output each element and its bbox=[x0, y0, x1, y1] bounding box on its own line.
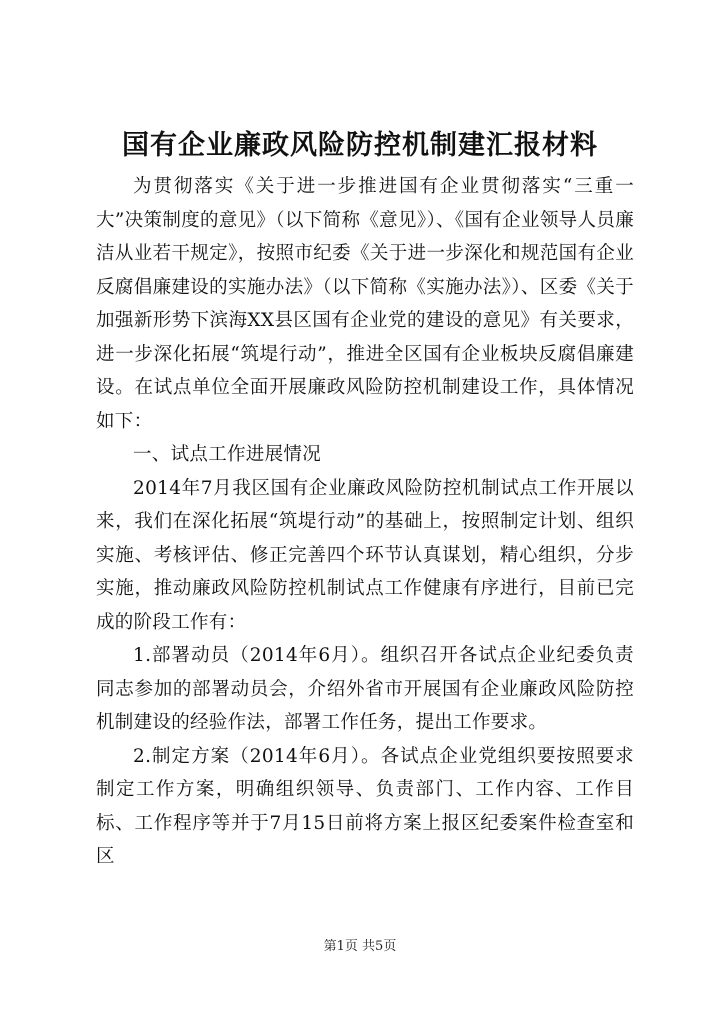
paragraph-step-plan: 2.制定方案（2014年6月）。各试点企业党组织要按照要求制定工作方案，明确组织领导、负责部门、工作内容、工作目标、工作程序等并于7月15日前将方案上报区纪委案件检查室和区 bbox=[96, 745, 634, 867]
document-title: 国有企业廉政风险防控机制建汇报材料 bbox=[122, 130, 598, 161]
paragraph-intro: 为贯彻落实《关于进一步推进国有企业贯彻落实“三重一大”决策制度的意见》（以下简称《意见》）、《国有企业领导人员廉洁从业若干规定》，按照市纪委《关于进一步深化和规范国有企业反腐倡廉建设的实施办法》（以下简称《实施办法》）、区委《关于加强新形势下滨海XX县区国有企业党的建设的意见》有关要求，进一步深化拓展“筑堤行动”，推进全区国有企业板块反腐倡廉建设。在试点单位全面开展廉政风险防控机制建设工作，具体情况如下： bbox=[96, 176, 634, 432]
page-footer: 第1页 共5页 bbox=[323, 939, 397, 954]
paragraph-progress: 2014年7月我区国有企业廉政风险防控机制试点工作开展以来，我们在深化拓展“筑堤行动”的基础上，按照制定计划、组织实施、考核评估、修正完善四个环节认真谋划，精心组织，分步实施，推动廉政风险防控机制试点工作健康有序进行，目前已完成的阶段工作有： bbox=[96, 477, 634, 633]
paragraph-step-deploy: 1.部署动员（2014年6月）。组织召开各试点企业纪委负责同志参加的部署动员会，介绍外省市开展国有企业廉政风险防控机制建设的经验作法，部署工作任务，提出工作要求。 bbox=[96, 645, 634, 733]
section-heading-progress: 一、试点工作进展情况 bbox=[133, 444, 322, 465]
document-body bbox=[96, 170, 634, 874]
